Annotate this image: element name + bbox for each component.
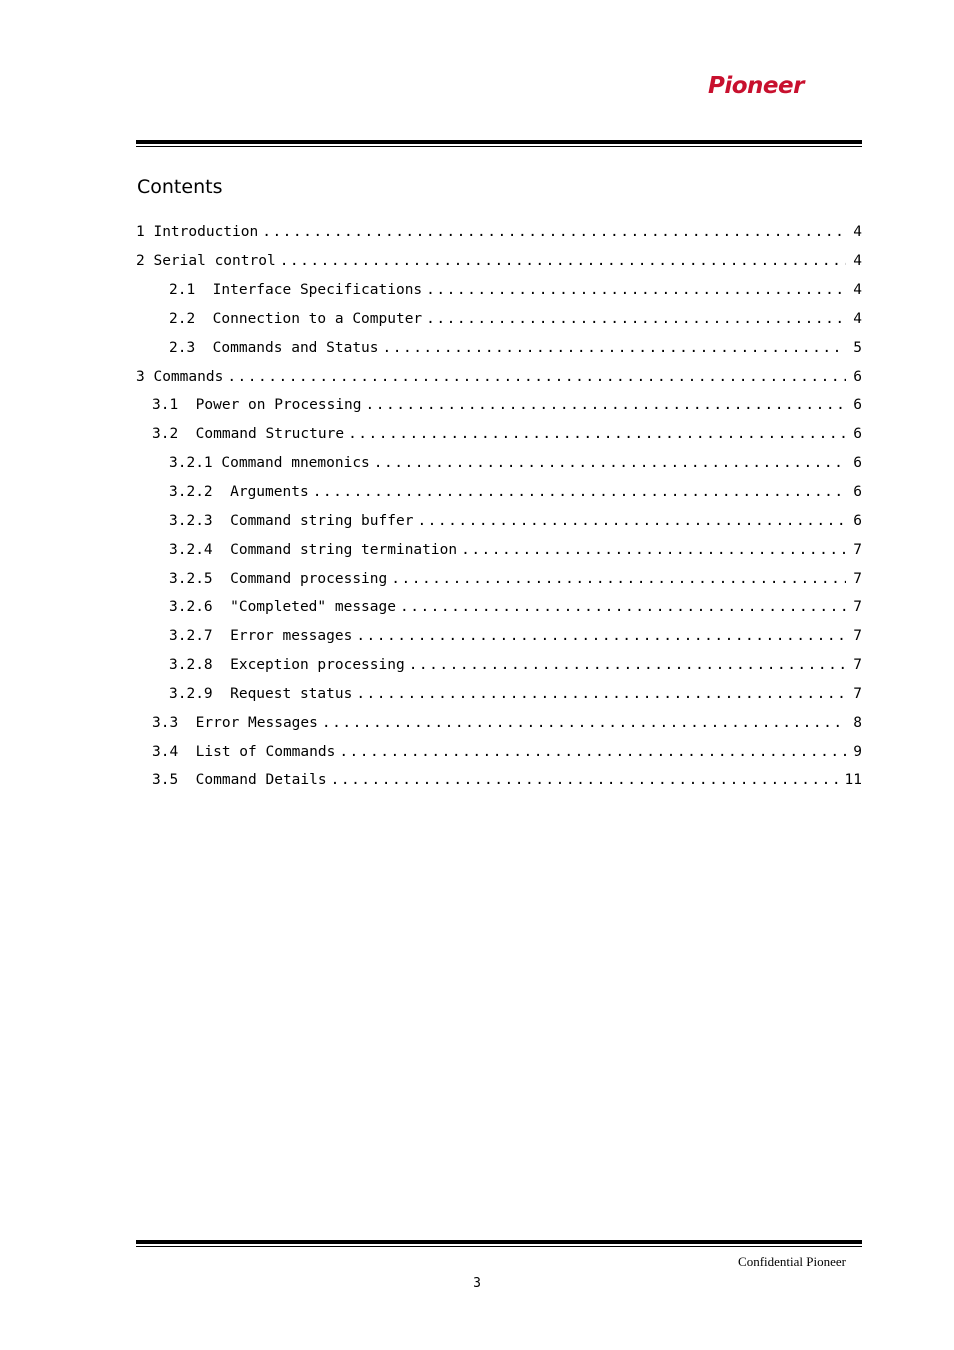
toc-entry-page: 9: [853, 743, 862, 760]
toc-entry-page: 6: [853, 397, 862, 414]
toc-dot-leader: [356, 686, 846, 702]
page-number: 3: [473, 1276, 481, 1291]
toc-entry-page: 7: [853, 657, 862, 674]
toc-entry-label: 2.3 Commands and Status: [169, 339, 379, 356]
toc-dot-leader: [426, 311, 846, 327]
toc-entry[interactable]: [136, 247, 862, 276]
toc-entry[interactable]: [136, 622, 862, 651]
pioneer-logo-mark: [708, 72, 853, 98]
svg-text:Pioneer: Pioneer: [708, 73, 804, 98]
toc-dot-leader: [339, 744, 846, 760]
toc-entry[interactable]: [136, 535, 862, 564]
toc-dot-leader: [313, 484, 846, 500]
toc-entry-page: 7: [853, 570, 862, 587]
toc-entry[interactable]: [136, 478, 862, 507]
toc-entry[interactable]: [136, 391, 862, 420]
toc-entry-page: 5: [853, 339, 862, 356]
toc-entry-label: 3.2 Command Structure: [152, 426, 345, 443]
toc-entry-page: 4: [853, 310, 862, 327]
toc-entry[interactable]: [136, 564, 862, 593]
toc-entry-label: 3.2.7 Error messages: [169, 628, 353, 645]
toc-entry[interactable]: [136, 276, 862, 305]
footer-rule: [136, 1240, 862, 1247]
toc-entry-page: 7: [853, 685, 862, 702]
toc-entry[interactable]: [136, 593, 862, 622]
toc-dot-leader: [262, 224, 846, 240]
toc-entry-label: 2 Serial control: [136, 253, 276, 270]
toc-entry[interactable]: [136, 651, 862, 680]
toc-entry-label: 3.5 Command Details: [152, 772, 327, 789]
toc-entry-page: 6: [853, 426, 862, 443]
toc-entry-page: 7: [853, 599, 862, 616]
toc-entry-page: 7: [853, 628, 862, 645]
toc-entry-label: 3.2.8 Exception processing: [169, 657, 405, 674]
toc-dot-leader: [461, 542, 846, 558]
toc-dot-leader: [383, 340, 846, 356]
toc-entry-page: 4: [853, 253, 862, 270]
toc-dot-leader: [366, 397, 846, 413]
toc-dot-leader: [227, 369, 846, 385]
toc-dot-leader: [409, 657, 846, 673]
toc-entry[interactable]: [136, 766, 862, 795]
toc-entry-label: 3 Commands: [136, 368, 224, 385]
toc-entry-label: 2.1 Interface Specifications: [169, 282, 423, 299]
toc-dot-leader: [348, 426, 846, 442]
toc-dot-leader: [426, 282, 846, 298]
toc-entry-page: 8: [853, 714, 862, 731]
toc-dot-leader: [400, 599, 846, 615]
toc-dot-leader: [322, 715, 846, 731]
toc-dot-leader: [280, 253, 846, 269]
header-rule: [136, 140, 862, 147]
toc-entry-label: 3.4 List of Commands: [152, 743, 336, 760]
toc-entry-label: 3.2.6 "Completed" message: [169, 599, 396, 616]
toc-dot-leader: [391, 571, 846, 587]
toc-entry-page: 6: [853, 368, 862, 385]
page-title: Contents: [137, 176, 223, 198]
table-of-contents: [136, 218, 862, 795]
toc-entry[interactable]: [136, 420, 862, 449]
toc-entry[interactable]: [136, 305, 862, 334]
toc-entry-label: 2.2 Connection to a Computer: [169, 310, 423, 327]
toc-entry-label: 3.2.4 Command string termination: [169, 541, 458, 558]
toc-entry[interactable]: [136, 449, 862, 478]
confidential-notice: Confidential Pioneer: [738, 1254, 846, 1269]
toc-entry[interactable]: [136, 333, 862, 362]
toc-entry-page: 4: [853, 224, 862, 241]
toc-entry[interactable]: [136, 737, 862, 766]
toc-dot-leader: [331, 772, 839, 788]
toc-dot-leader: [417, 513, 846, 529]
toc-entry-label: 3.1 Power on Processing: [152, 397, 362, 414]
toc-entry-label: 3.2.2 Arguments: [169, 484, 309, 501]
toc-entry-page: 6: [853, 484, 862, 501]
toc-entry-page: 6: [853, 512, 862, 529]
toc-entry-page: 11: [844, 772, 862, 789]
toc-entry-page: 6: [853, 455, 862, 472]
toc-entry-label: 3.2.1 Command mnemonics: [169, 455, 370, 472]
toc-entry[interactable]: [136, 680, 862, 709]
toc-entry[interactable]: [136, 708, 862, 737]
toc-entry-label: 3.2.9 Request status: [169, 685, 353, 702]
toc-entry-label: 3.3 Error Messages: [152, 714, 318, 731]
pioneer-logo: [708, 72, 853, 98]
toc-entry-page: 4: [853, 282, 862, 299]
toc-entry-label: 3.2.5 Command processing: [169, 570, 388, 587]
toc-entry-label: 1 Introduction: [136, 224, 259, 241]
toc-dot-leader: [356, 628, 846, 644]
toc-entry[interactable]: [136, 218, 862, 247]
toc-entry-label: 3.2.3 Command string buffer: [169, 512, 414, 529]
toc-entry[interactable]: [136, 362, 862, 391]
toc-entry[interactable]: [136, 506, 862, 535]
toc-dot-leader: [374, 455, 846, 471]
toc-entry-page: 7: [853, 541, 862, 558]
